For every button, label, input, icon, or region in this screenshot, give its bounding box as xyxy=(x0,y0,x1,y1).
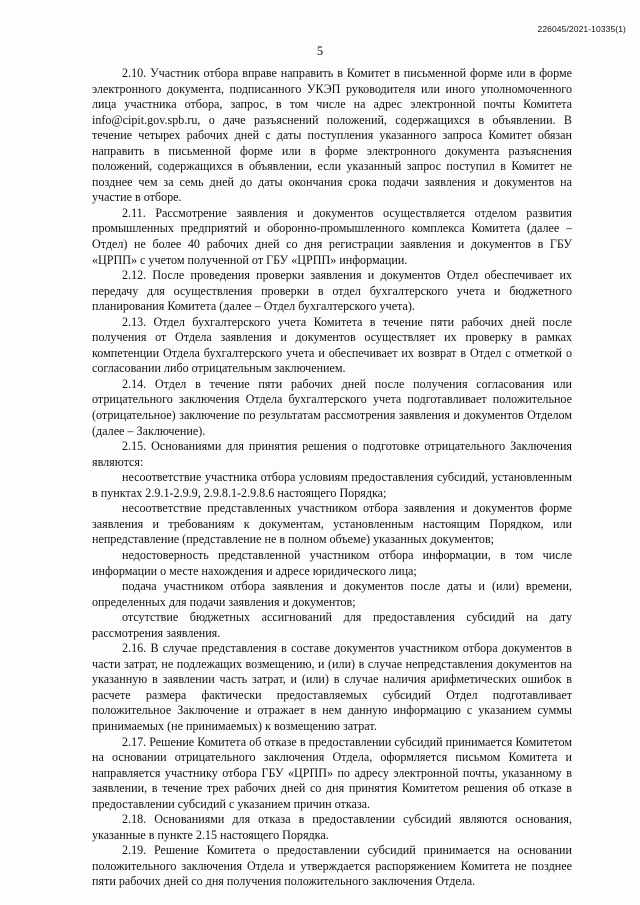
paragraph-2-12: 2.12. После проведения проверки заявления и документов Отдел обеспечивает их передачу для осуществления проверки в отдел бухгалтерского учета и бюджетного планирования Комитета (далее – Отдел бухгалтерского учета). xyxy=(92,268,572,314)
paragraph-2-18: 2.18. Основаниями для отказа в предоставлении субсидий являются основания, указанные в пункте 2.15 настоящего Порядка. xyxy=(92,812,572,842)
list-item: несоответствие участника отбора условиям предоставления субсидий, установленным в пунктах 2.9.1-2.9.9, 2.9.8.1-2.9.8.6 настоящего Порядка; xyxy=(92,470,572,500)
paragraph-2-13: 2.13. Отдел бухгалтерского учета Комитета в течение пяти рабочих дней после получения от Отдела заявления и документов осуществляет их проверку в рамках компетенции Отдела бухгалтерского учета и обеспечивает их возврат в Отдел с отметкой о согласовании либо отрицательным заключением. xyxy=(92,314,572,376)
paragraph-2-17: 2.17. Решение Комитета об отказе в предоставлении субсидий принимается Комитетом на основании отрицательного заключения Отдела, оформляется письмом Комитета и направляется участнику отбора ГБУ «ЦРПП» по адресу электронной почты, указанному в заявлении, в течение трех рабочих дней со дня принятия Комитетом решения об отказе в предоставлении субсидий с указанием причин отказа. xyxy=(92,734,572,811)
paragraph-2-11: 2.11. Рассмотрение заявления и документов осуществляется отделом развития промышленных предприятий и оборонно-промышленного комплекса Комитета (далее – Отдел) не более 40 рабочих дней со дня регистрации заявления и документов в ГБУ «ЦРПП» с учетом полученной от ГБУ «ЦРПП» информации. xyxy=(92,205,572,267)
paragraph-2-10: 2.10. Участник отбора вправе направить в Комитет в письменной форме или в форме электронного документа, подписанного УКЭП руководителя или иного уполномоченного лица участника отбора, запрос, в том числе на адрес электронной почты Комитета info@cipit.gov.spb.ru, о даче разъяснений положений, содержащихся в объявлении. В течение четырех рабочих дней с даты поступления указанного запроса Комитет обязан направить в письменной форме или в форме электронного документа разъяснения положений, содержащихся в объявлении, если указанный запрос поступил в Комитет не позднее чем за семь дней до даты окончания срока подачи заявления и документов на участие в отборе. xyxy=(92,66,572,205)
list-item: несоответствие представленных участником отбора заявления и документов форме заявления и требованиям к документам, установленным настоящим Порядком, или непредставление (представление не в полном объеме) указанных документов; xyxy=(92,501,572,547)
paragraph-2-16: 2.16. В случае представления в составе документов участником отбора документов в части затрат, не подлежащих возмещению, и (или) в случае непредставления документов на указанную в заявлении часть затрат, и (или) в случае наличия арифметических ошибок в расчете размера фактически предоставляемых субсидий Отдел подготавливает положительное Заключение и отражает в нем данную информацию с указанием суммы принимаемых (не принимаемых) к возмещению затрат. xyxy=(92,641,572,733)
document-id: 226045/2021-10335(1) xyxy=(537,24,626,34)
document-body xyxy=(92,66,572,890)
list-item: отсутствие бюджетных ассигнований для предоставления субсидий на дату рассмотрения заявления. xyxy=(92,610,572,640)
paragraph-2-14: 2.14. Отдел в течение пяти рабочих дней после получения согласования или отрицательного заключения Отдела бухгалтерского учета подготавливает положительное (отрицательное) заключение по результатам рассмотрения заявления и документов Отделом (далее – Заключение). xyxy=(92,376,572,438)
list-item: подача участником отбора заявления и документов после даты и (или) времени, определенных для подачи заявления и документов; xyxy=(92,579,572,609)
page-number: 5 xyxy=(316,44,324,58)
list-item: недостоверность представленной участником отбора информации, в том числе информации о месте нахождения и адресе юридического лица; xyxy=(92,547,572,578)
paragraph-2-19: 2.19. Решение Комитета о предоставлении субсидий принимается на основании положительного заключения Отдела и утверждается распоряжением Комитета не позднее пяти рабочих дней со дня получения положительного заключения Отдела. xyxy=(92,843,572,889)
paragraph-2-15: 2.15. Основаниями для принятия решения о подготовке отрицательного Заключения являются: xyxy=(92,439,572,469)
